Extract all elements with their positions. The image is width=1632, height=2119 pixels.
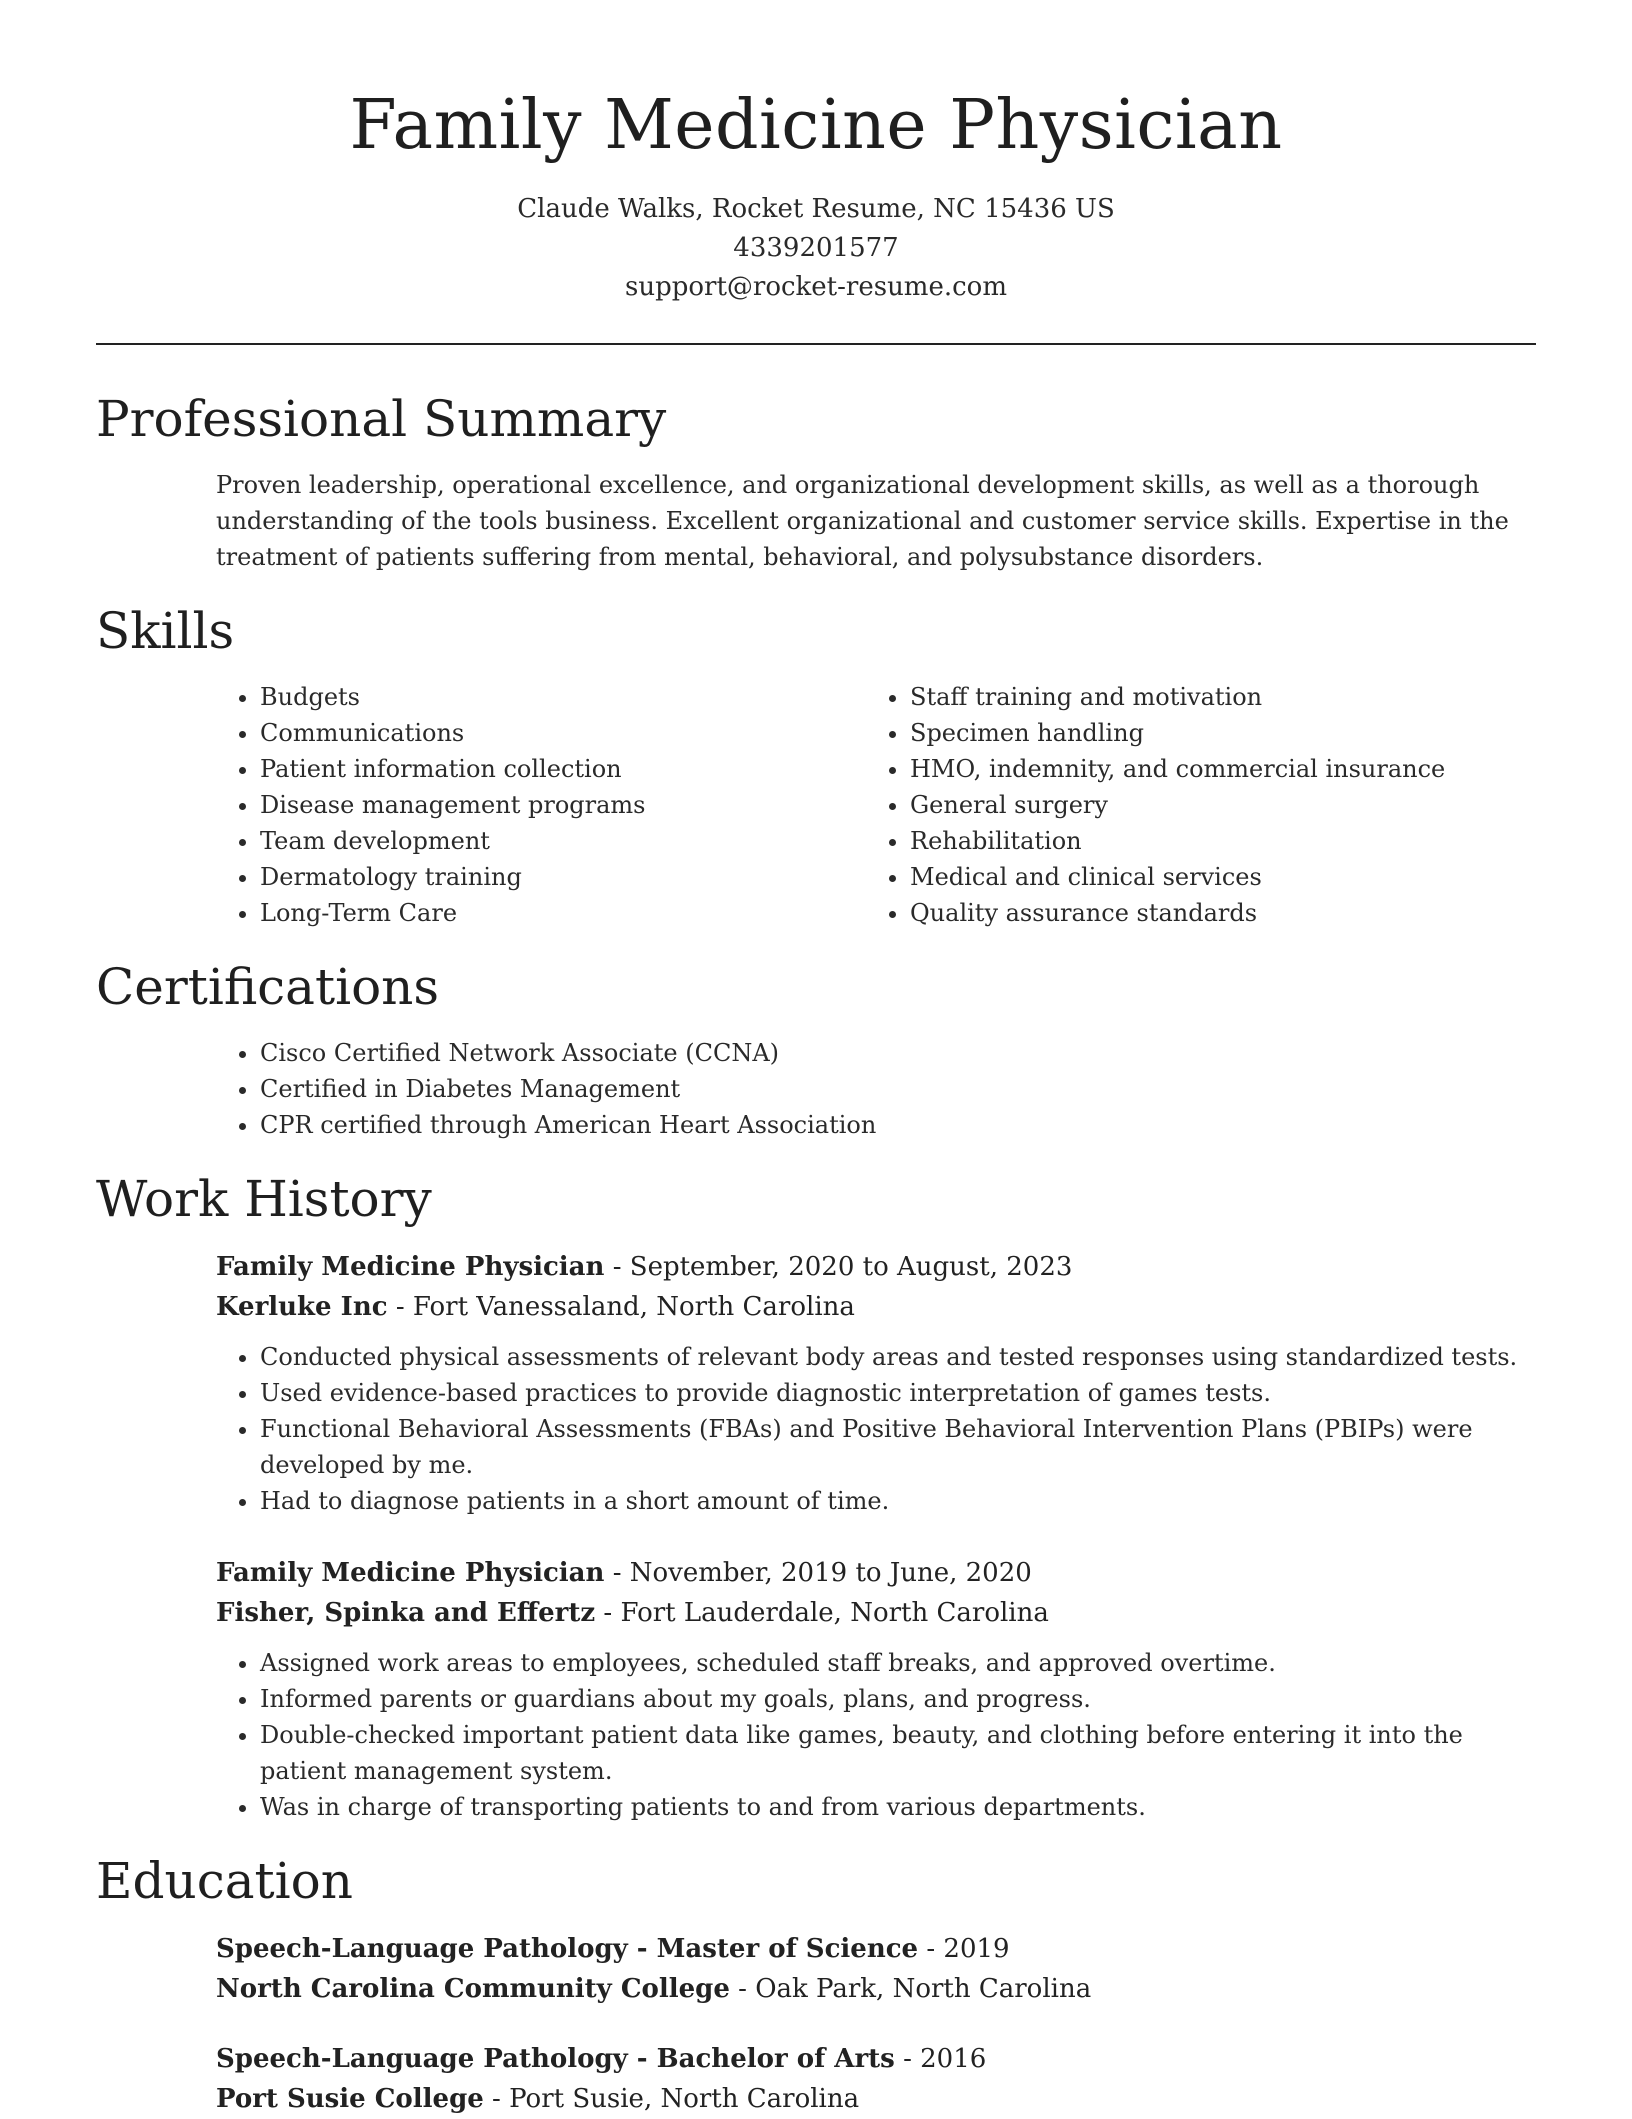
job-bullets <box>216 1339 1536 1519</box>
degree-year: - 2016 <box>894 2044 987 2074</box>
resume-header <box>96 0 1536 307</box>
certification-item: • CPR certified through American Heart Association <box>260 1107 1536 1143</box>
degree-year: - 2019 <box>918 1934 1010 1964</box>
job-bullet: • Had to diagnose patients in a short amount of time. <box>260 1483 1536 1519</box>
skill-item: • General surgery <box>910 787 1516 823</box>
skill-item: • Rehabilitation <box>910 823 1516 859</box>
skill-item: • Patient information collection <box>260 751 866 787</box>
job-bullet: • Informed parents or guardians about my goals, plans, and progress. <box>260 1681 1536 1717</box>
job-company-line <box>216 1287 1536 1327</box>
education-heading: Education <box>96 1852 353 1910</box>
job-role: Family Medicine Physician <box>216 1252 605 1282</box>
summary-text: Proven leadership, operational excellence, and organizational development skills, as well as a thorough understanding of the tools business. Excellent organizational and customer service skills. Expertise in the treatment of patients suffering from mental, behavioral, and polysubstance disorders. <box>216 471 1509 571</box>
job-bullet: • Used evidence-based practices to provide diagnostic interpretation of games tests. <box>260 1375 1536 1411</box>
certification-item: • Cisco Certified Network Associate (CCNA) <box>260 1035 1536 1071</box>
contact-block <box>96 190 1536 307</box>
education-entry <box>216 1929 1536 2009</box>
job-company: Kerluke Inc <box>216 1292 388 1322</box>
work-history-section <box>96 1169 1536 1825</box>
skills-right-column <box>866 679 1516 931</box>
skills-heading: Skills <box>96 602 235 660</box>
header-divider <box>96 343 1536 345</box>
degree-field: Speech-Language Pathology - Master of Science <box>216 1934 919 1964</box>
school-line <box>216 1969 1536 2009</box>
contact-address: Claude Walks, Rocket Resume, NC 15436 US <box>517 194 1115 224</box>
job-dates: - November, 2019 to June, 2020 <box>604 1558 1032 1588</box>
skill-item: • Budgets <box>260 679 866 715</box>
education-section <box>96 1851 1536 2119</box>
contact-email: support@rocket-resume.com <box>624 272 1007 302</box>
skill-item: • Dermatology training <box>260 859 866 895</box>
certifications-list <box>216 1035 1536 1143</box>
job-bullet: • Assigned work areas to employees, scheduled staff breaks, and approved overtime. <box>260 1645 1536 1681</box>
school-location: - Oak Park, North Carolina <box>729 1974 1092 2004</box>
summary-heading: Professional Summary <box>96 390 667 448</box>
skill-item: • Medical and clinical services <box>910 859 1516 895</box>
degree-field: Speech-Language Pathology - Bachelor of Arts <box>216 2044 895 2074</box>
job-entry <box>216 1247 1536 1519</box>
job-bullet: • Was in charge of transporting patients to and from various departments. <box>260 1789 1536 1825</box>
candidate-title: Family Medicine Physician <box>349 86 1283 165</box>
school-name: Port Susie College <box>216 2084 484 2114</box>
skill-item: • Communications <box>260 715 866 751</box>
skill-item: • Disease management programs <box>260 787 866 823</box>
job-bullet: • Conducted physical assessments of relevant body areas and tested responses using standardized tests. <box>260 1339 1536 1375</box>
skills-grid <box>216 679 1536 931</box>
skill-item: • Staff training and motivation <box>910 679 1516 715</box>
skill-item: • Quality assurance standards <box>910 895 1516 931</box>
job-bullet: • Double-checked important patient data like games, beauty, and clothing before entering it into the patient management system. <box>260 1717 1536 1789</box>
job-location: - Fort Vanessaland, North Carolina <box>387 1292 855 1322</box>
school-line <box>216 2079 1536 2119</box>
work-history-heading: Work History <box>96 1170 432 1228</box>
degree-line <box>216 2039 1536 2079</box>
skill-item: • HMO, indemnity, and commercial insurance <box>910 751 1516 787</box>
certifications-section <box>96 957 1536 1143</box>
skill-item: • Long-Term Care <box>260 895 866 931</box>
job-company-line <box>216 1593 1536 1633</box>
skills-section <box>96 601 1536 931</box>
job-company: Fisher, Spinka and Effertz <box>216 1598 596 1628</box>
job-role: Family Medicine Physician <box>216 1558 605 1588</box>
school-name: North Carolina Community College <box>216 1974 730 2004</box>
job-entry <box>216 1553 1536 1825</box>
job-title-line <box>216 1553 1536 1593</box>
degree-line <box>216 1929 1536 1969</box>
summary-section <box>96 389 1536 575</box>
skills-left-column <box>216 679 866 931</box>
education-entry <box>216 2039 1536 2119</box>
job-bullets <box>216 1645 1536 1825</box>
job-location: - Fort Lauderdale, North Carolina <box>595 1598 1049 1628</box>
job-title-line <box>216 1247 1536 1287</box>
certifications-heading: Certifications <box>96 958 440 1016</box>
skill-item: • Team development <box>260 823 866 859</box>
job-bullet: • Functional Behavioral Assessments (FBAs) and Positive Behavioral Intervention Plans (PBIPs) were developed by me. <box>260 1411 1536 1483</box>
school-location: - Port Susie, North Carolina <box>483 2084 860 2114</box>
contact-phone: 4339201577 <box>733 233 899 263</box>
resume-page <box>96 0 1536 2119</box>
job-dates: - September, 2020 to August, 2023 <box>604 1252 1073 1282</box>
skill-item: • Specimen handling <box>910 715 1516 751</box>
certification-item: • Certified in Diabetes Management <box>260 1071 1536 1107</box>
